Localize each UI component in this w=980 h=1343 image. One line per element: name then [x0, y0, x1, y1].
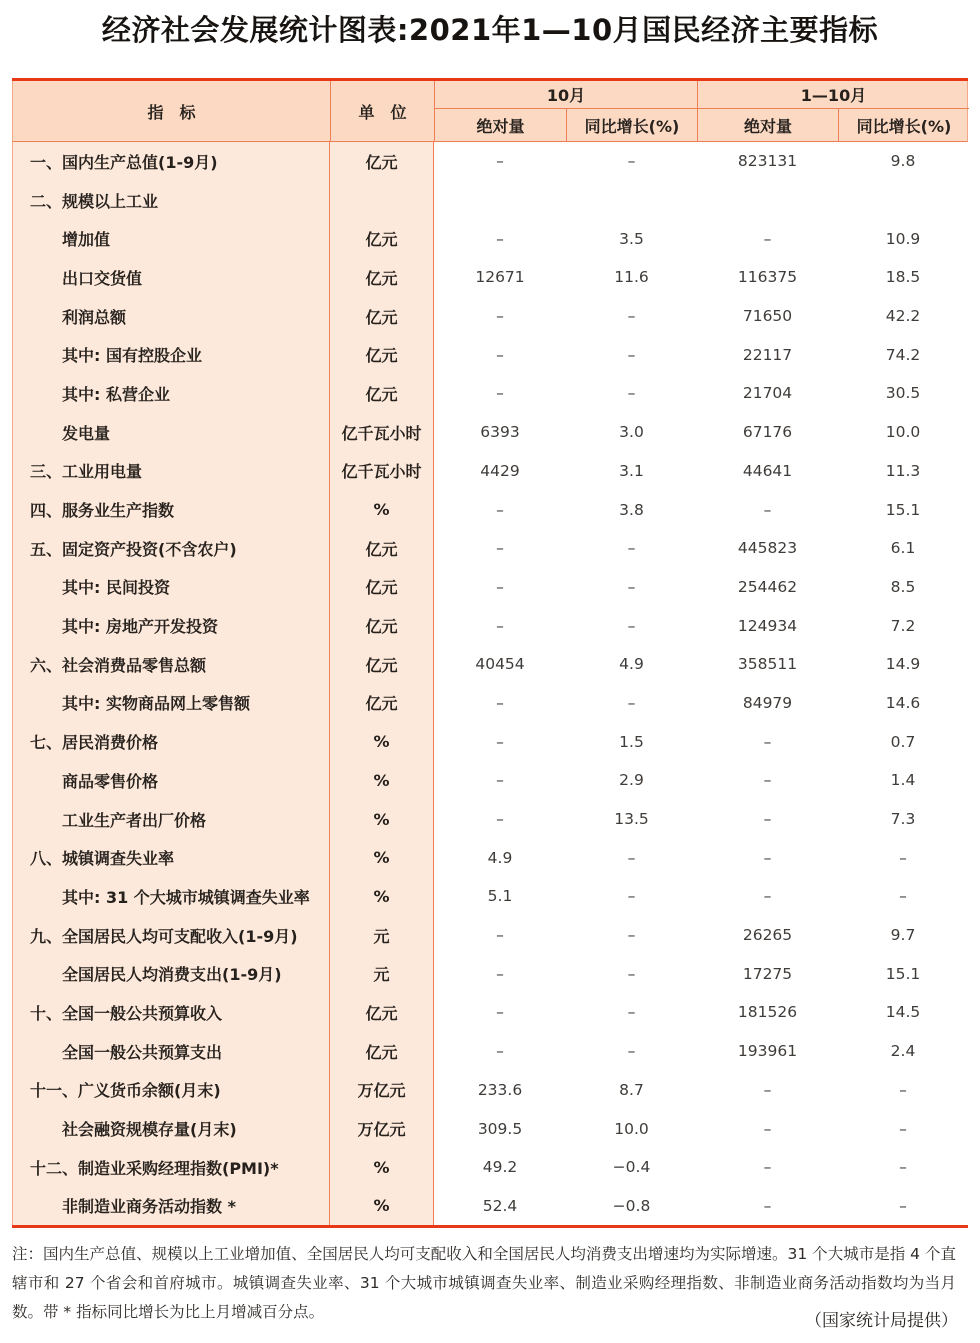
- cum-yoy-cell: 74.2: [885, 345, 921, 364]
- table-row: [12, 335, 968, 374]
- oct-yoy-cell: –: [627, 1003, 636, 1022]
- header-unit: 单 位: [331, 81, 435, 141]
- unit-cell: %: [330, 761, 434, 800]
- oct-absolute-cell: –: [496, 539, 504, 558]
- oct-yoy-cell: –: [627, 307, 636, 326]
- cum-yoy-cell: 1.4: [890, 771, 916, 790]
- oct-absolute-cell: –: [496, 732, 504, 751]
- unit-cell: 亿元: [330, 529, 434, 568]
- cum-absolute-cell: 71650: [742, 307, 793, 326]
- oct-absolute-cell: –: [496, 152, 504, 171]
- header-cum-absolute: 绝对量: [698, 109, 839, 141]
- oct-absolute-cell: [434, 181, 566, 220]
- oct-absolute-cell: 6393: [480, 423, 520, 442]
- header-october-group: 10月: [435, 81, 698, 109]
- cum-absolute-cell: 84979: [742, 693, 793, 712]
- indicator-cell: 十一、广义货币余额(月末): [12, 1071, 330, 1110]
- table-row: [12, 490, 968, 529]
- cum-absolute-cell: 116375: [737, 268, 798, 287]
- unit-cell: %: [330, 1148, 434, 1187]
- cum-absolute-cell: 124934: [737, 616, 798, 635]
- footnote: 注：国内生产总值、规模以上工业增加值、全国居民人均可支配收入和全国居民人均消费支出增速均为实际增速。31 个大城市是指 4 个直辖市和 27 个省会和首府城市。城镇调查失业率、31 个大城市城镇调查失业率、制造业采购经理指数、非制造业商务活动指数均为当月数。带 * 指标同比增长为比上月增减百分点。: [12, 1245, 956, 1321]
- unit-cell: 亿元: [330, 993, 434, 1032]
- indicator-cell: 十二、制造业采购经理指数(PMI)*: [12, 1148, 330, 1187]
- indicator-cell: 商品零售价格: [12, 761, 330, 800]
- cum-absolute-cell: 358511: [737, 655, 798, 674]
- cum-yoy-cell: 9.7: [890, 926, 916, 945]
- table-row: [12, 993, 968, 1032]
- oct-yoy-cell: –: [627, 152, 636, 171]
- oct-yoy-cell: –: [627, 693, 636, 712]
- cum-absolute-cell: –: [763, 500, 772, 519]
- header-jan-oct-group: 1—10月: [698, 81, 969, 109]
- page-title: 经济社会发展统计图表:2021年1—10月国民经济主要指标: [101, 13, 879, 47]
- oct-absolute-cell: 40454: [475, 655, 525, 674]
- indicator-cell: 增加值: [12, 219, 330, 258]
- unit-cell: 亿元: [330, 374, 434, 413]
- cum-yoy-cell: –: [899, 887, 907, 906]
- oct-yoy-cell: 8.7: [619, 1080, 644, 1099]
- oct-yoy-cell: –: [627, 384, 636, 403]
- cum-yoy-cell: 42.2: [885, 307, 921, 326]
- oct-absolute-cell: 4429: [480, 461, 520, 480]
- oct-yoy-cell: –: [627, 577, 636, 596]
- cum-yoy-cell: 15.1: [885, 500, 921, 519]
- table-row: [12, 800, 968, 839]
- cum-yoy-cell: 11.3: [885, 461, 921, 480]
- table-row: [12, 1032, 968, 1071]
- unit-cell: 亿元: [330, 142, 434, 181]
- oct-absolute-cell: –: [496, 810, 504, 829]
- unit-cell: %: [330, 838, 434, 877]
- cum-yoy-cell: 6.1: [890, 539, 916, 558]
- cum-yoy-cell: 2.4: [890, 1042, 916, 1061]
- unit-cell: 亿元: [330, 684, 434, 723]
- unit-cell: 亿元: [330, 606, 434, 645]
- cum-yoy-cell: 14.5: [885, 1003, 921, 1022]
- unit-cell: [330, 181, 434, 220]
- cum-absolute-cell: 254462: [737, 577, 798, 596]
- table-row: [12, 452, 968, 491]
- oct-absolute-cell: –: [496, 964, 504, 983]
- table-row: [12, 1109, 968, 1148]
- oct-yoy-cell: –: [627, 887, 636, 906]
- indicator-cell: 八、城镇调查失业率: [12, 838, 330, 877]
- cum-absolute-cell: –: [763, 810, 772, 829]
- unit-cell: 亿元: [330, 219, 434, 258]
- indicators-table: [12, 78, 968, 1228]
- oct-yoy-cell: –: [627, 616, 636, 635]
- indicator-cell: 发电量: [12, 413, 330, 452]
- unit-cell: %: [330, 722, 434, 761]
- unit-cell: 元: [330, 916, 434, 955]
- cum-absolute-cell: –: [763, 1196, 772, 1215]
- table-row: [12, 374, 968, 413]
- cum-yoy-cell: –: [899, 848, 907, 867]
- cum-absolute-cell: 67176: [742, 423, 793, 442]
- oct-yoy-cell: 4.9: [619, 655, 644, 674]
- unit-cell: 亿千瓦小时: [330, 413, 434, 452]
- unit-cell: 亿元: [330, 645, 434, 684]
- cum-yoy-cell: [838, 181, 968, 220]
- table-row: [12, 645, 968, 684]
- indicator-cell: 七、居民消费价格: [12, 722, 330, 761]
- oct-absolute-cell: –: [496, 693, 504, 712]
- oct-absolute-cell: –: [496, 1003, 504, 1022]
- cum-yoy-cell: 14.6: [885, 693, 921, 712]
- cum-absolute-cell: –: [763, 1158, 772, 1177]
- unit-cell: %: [330, 877, 434, 916]
- header-cum-yoy: 同比增长(%): [856, 116, 952, 136]
- unit-cell: 亿千瓦小时: [330, 452, 434, 491]
- indicator-cell: 其中: 民间投资: [12, 568, 330, 607]
- indicator-cell: 其中: 31 个大城市城镇调查失业率: [12, 877, 330, 916]
- cum-absolute-cell: –: [763, 887, 772, 906]
- table-row: [12, 181, 968, 220]
- cum-yoy-cell: 8.5: [890, 577, 916, 596]
- table-row: [12, 722, 968, 761]
- unit-cell: 亿元: [330, 297, 434, 336]
- indicator-cell: 五、固定资产投资(不含农户): [12, 529, 330, 568]
- cum-absolute-cell: –: [763, 1119, 772, 1138]
- table-row: [12, 1187, 968, 1226]
- header-oct-yoy: 同比增长(%): [567, 109, 698, 141]
- unit-cell: 亿元: [330, 335, 434, 374]
- table-row: [12, 297, 968, 336]
- unit-cell: 亿元: [330, 568, 434, 607]
- unit-cell: %: [330, 1187, 434, 1226]
- oct-yoy-cell: −0.8: [612, 1196, 651, 1215]
- oct-yoy-cell: –: [627, 345, 636, 364]
- unit-cell: 元: [330, 954, 434, 993]
- oct-yoy-cell: 11.6: [614, 268, 649, 287]
- cum-yoy-cell: 14.9: [885, 655, 921, 674]
- cum-yoy-cell: 18.5: [885, 268, 921, 287]
- oct-absolute-cell: –: [496, 577, 504, 596]
- cum-yoy-cell: 10.0: [885, 423, 921, 442]
- table-header: [12, 81, 968, 142]
- table-row: [12, 529, 968, 568]
- oct-absolute-cell: 49.2: [482, 1158, 518, 1177]
- unit-cell: 亿元: [330, 1032, 434, 1071]
- cum-absolute-cell: –: [763, 1080, 772, 1099]
- indicator-cell: 三、工业用电量: [12, 452, 330, 491]
- cum-absolute-cell: –: [763, 732, 772, 751]
- cum-absolute-cell: 21704: [742, 384, 793, 403]
- oct-yoy-cell: –: [627, 1042, 636, 1061]
- oct-absolute-cell: –: [496, 500, 504, 519]
- oct-absolute-cell: 12671: [475, 268, 525, 287]
- oct-yoy-cell: 13.5: [614, 810, 649, 829]
- cum-yoy-cell: 7.2: [890, 616, 916, 635]
- cum-absolute-cell: –: [763, 771, 772, 790]
- indicator-cell: 其中: 私营企业: [12, 374, 330, 413]
- oct-absolute-cell: –: [496, 616, 504, 635]
- table-row: [12, 1071, 968, 1110]
- oct-absolute-cell: –: [496, 1042, 504, 1061]
- cum-absolute-cell: –: [763, 848, 772, 867]
- cum-yoy-cell: 30.5: [885, 384, 921, 403]
- indicator-cell: 二、规模以上工业: [12, 181, 330, 220]
- cum-yoy-cell: –: [899, 1119, 907, 1138]
- table-row: [12, 684, 968, 723]
- oct-absolute-cell: –: [496, 926, 504, 945]
- table-row: [12, 761, 968, 800]
- header-oct-absolute: 绝对量: [435, 109, 567, 141]
- oct-absolute-cell: 4.9: [487, 848, 513, 867]
- indicator-cell: 其中: 国有控股企业: [12, 335, 330, 374]
- oct-absolute-cell: 233.6: [477, 1080, 523, 1099]
- oct-absolute-cell: –: [496, 307, 504, 326]
- oct-absolute-cell: 52.4: [482, 1196, 518, 1215]
- table-row: [12, 413, 968, 452]
- cum-yoy-cell: –: [899, 1080, 907, 1099]
- oct-yoy-cell: 3.0: [619, 423, 644, 442]
- cum-yoy-cell: 10.9: [885, 229, 921, 248]
- oct-yoy-cell: 2.9: [619, 771, 644, 790]
- oct-yoy-cell: –: [627, 964, 636, 983]
- indicator-cell: 四、服务业生产指数: [12, 490, 330, 529]
- oct-yoy-cell: –: [627, 539, 636, 558]
- cum-absolute-cell: 445823: [737, 539, 798, 558]
- cum-absolute-cell: 44641: [742, 461, 793, 480]
- cum-absolute-cell: 193961: [737, 1042, 798, 1061]
- table-row: [12, 838, 968, 877]
- table-body: [12, 142, 968, 1225]
- cum-yoy-cell: 0.7: [890, 732, 916, 751]
- unit-cell: %: [330, 490, 434, 529]
- table-row: [12, 916, 968, 955]
- indicator-cell: 非制造业商务活动指数 *: [12, 1187, 330, 1226]
- oct-yoy-cell: 3.5: [619, 229, 644, 248]
- table-row: [12, 877, 968, 916]
- indicator-cell: 六、社会消费品零售总额: [12, 645, 330, 684]
- oct-yoy-cell: 3.1: [619, 461, 644, 480]
- cum-yoy-cell: 9.8: [890, 152, 916, 171]
- table-row: [12, 258, 968, 297]
- cum-absolute-cell: 26265: [742, 926, 793, 945]
- indicator-cell: 其中: 房地产开发投资: [12, 606, 330, 645]
- indicator-cell: 全国一般公共预算支出: [12, 1032, 330, 1071]
- cum-absolute-cell: 22117: [742, 345, 793, 364]
- table-row: [12, 606, 968, 645]
- oct-yoy-cell: 1.5: [619, 732, 644, 751]
- table-row: [12, 219, 968, 258]
- oct-yoy-cell: –: [627, 926, 636, 945]
- table-row: [12, 568, 968, 607]
- oct-absolute-cell: –: [496, 384, 504, 403]
- oct-yoy-cell: 3.8: [619, 500, 644, 519]
- cum-yoy-cell: 7.3: [890, 810, 916, 829]
- unit-cell: %: [330, 800, 434, 839]
- unit-cell: 亿元: [330, 258, 434, 297]
- indicator-cell: 一、国内生产总值(1-9月): [12, 142, 330, 181]
- indicator-cell: 其中: 实物商品网上零售额: [12, 684, 330, 723]
- cum-absolute-cell: [697, 181, 838, 220]
- indicator-cell: 出口交货值: [12, 258, 330, 297]
- header-indicator: 指 标: [13, 81, 331, 141]
- cum-yoy-cell: –: [899, 1158, 907, 1177]
- indicator-cell: 利润总额: [12, 297, 330, 336]
- cum-yoy-cell: 15.1: [885, 964, 921, 983]
- indicator-cell: 工业生产者出厂价格: [12, 800, 330, 839]
- indicator-cell: 九、全国居民人均可支配收入(1-9月): [12, 916, 330, 955]
- indicator-cell: 社会融资规模存量(月末): [12, 1109, 330, 1148]
- oct-yoy-cell: [566, 181, 697, 220]
- oct-absolute-cell: 5.1: [487, 887, 513, 906]
- cum-absolute-cell: –: [763, 229, 772, 248]
- cum-absolute-cell: 17275: [742, 964, 793, 983]
- indicator-cell: 全国居民人均消费支出(1-9月): [12, 954, 330, 993]
- oct-absolute-cell: –: [496, 771, 504, 790]
- unit-cell: 万亿元: [330, 1109, 434, 1148]
- table-row: [12, 954, 968, 993]
- cum-absolute-cell: 823131: [737, 152, 798, 171]
- oct-yoy-cell: −0.4: [612, 1158, 651, 1177]
- indicator-cell: 十、全国一般公共预算收入: [12, 993, 330, 1032]
- oct-absolute-cell: –: [496, 345, 504, 364]
- oct-yoy-cell: –: [627, 848, 636, 867]
- oct-absolute-cell: 309.5: [477, 1119, 523, 1138]
- source-credit: （国家统计局提供）: [805, 1311, 958, 1331]
- cum-yoy-cell: –: [899, 1196, 907, 1215]
- table-row: [12, 142, 968, 181]
- oct-absolute-cell: –: [496, 229, 504, 248]
- table-row: [12, 1148, 968, 1187]
- cum-absolute-cell: 181526: [737, 1003, 798, 1022]
- oct-yoy-cell: 10.0: [614, 1119, 649, 1138]
- unit-cell: 万亿元: [330, 1071, 434, 1110]
